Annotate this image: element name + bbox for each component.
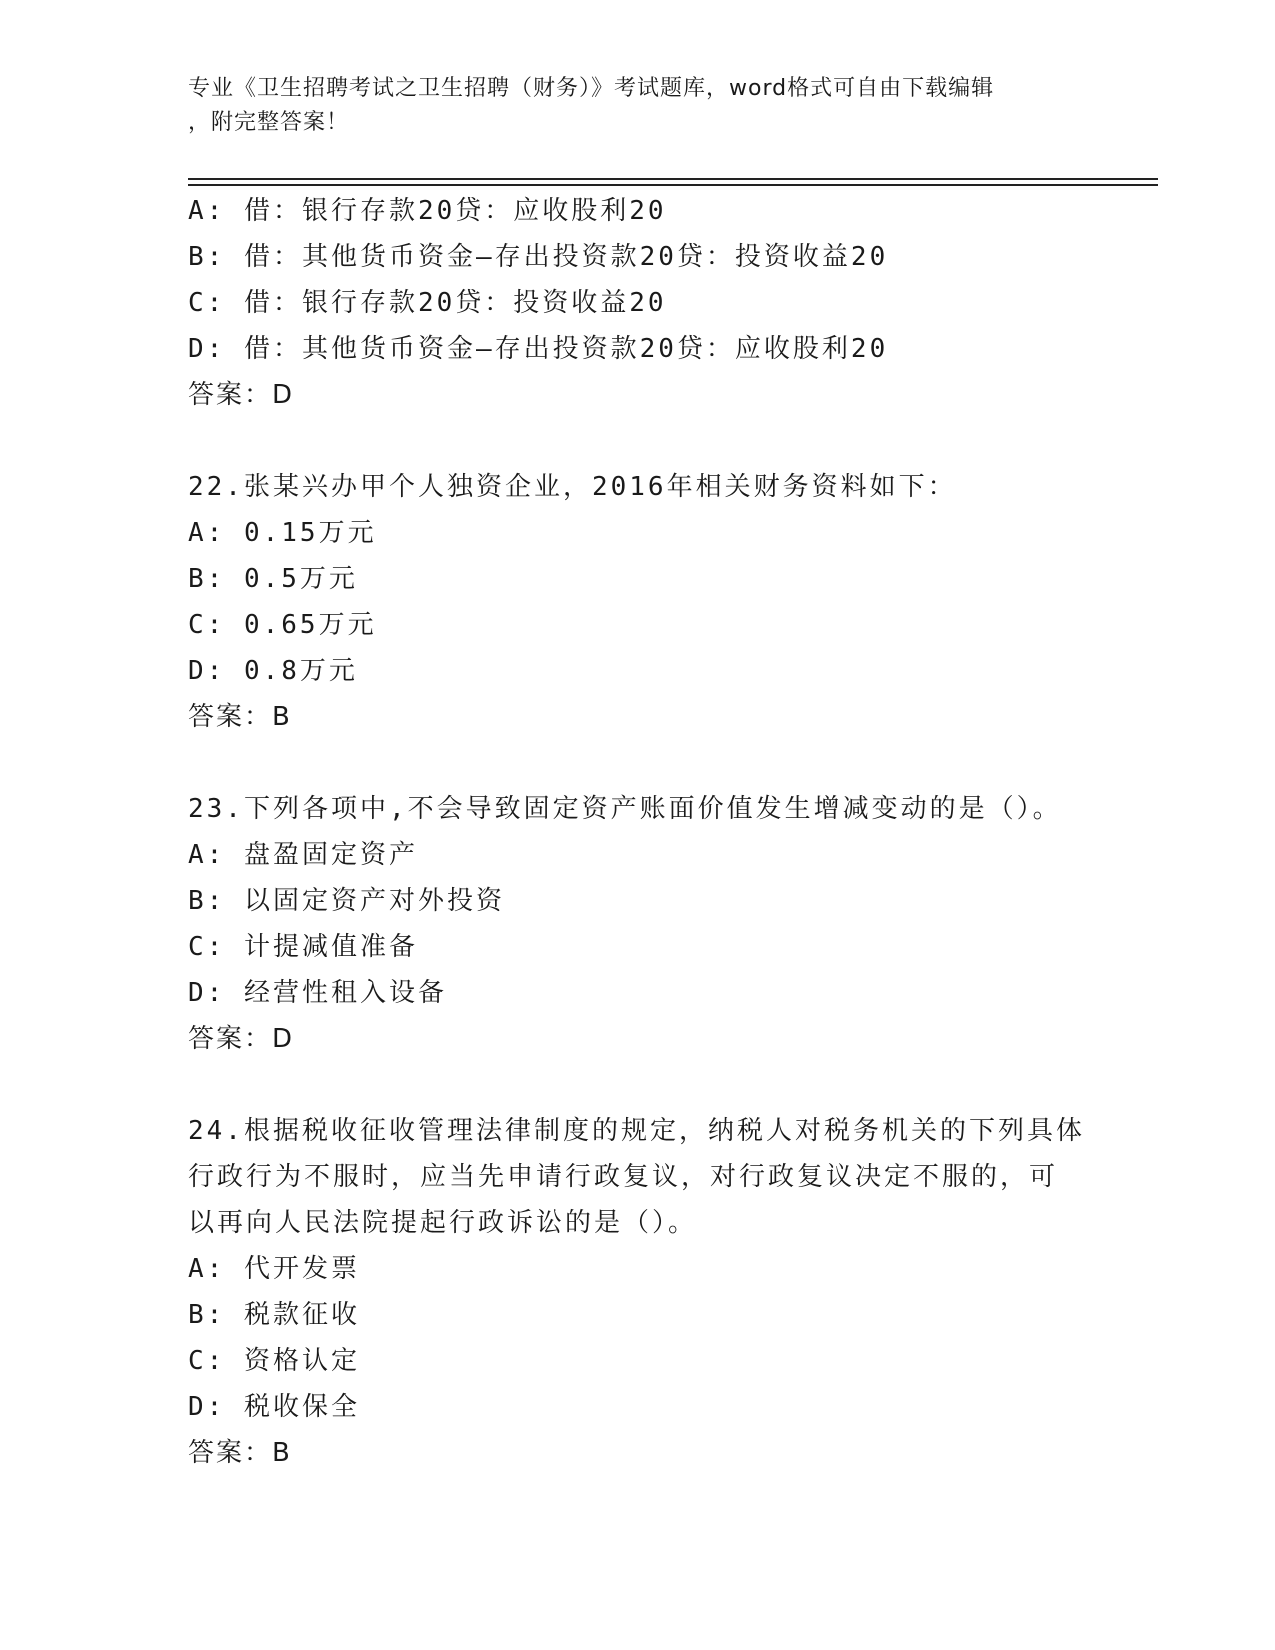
option-b: B: 税款征收 — [188, 1300, 360, 1330]
question-21 — [188, 188, 1088, 418]
answer: 答案：B — [188, 1438, 292, 1468]
question-stem: 22.张某兴办甲个人独资企业，2016年相关财务资料如下： — [188, 472, 957, 502]
header-line-1: 专业《卫生招聘考试之卫生招聘（财务）》考试题库，word格式可自由下载编辑 — [188, 76, 995, 101]
option-a: A: 盘盈固定资产 — [188, 840, 418, 870]
option-b: B: 借：其他货币资金—存出投资款20贷：投资收益20 — [188, 242, 889, 272]
question-stem: 23.下列各项中,不会导致固定资产账面价值发生增减变动的是（）。 — [188, 794, 1062, 824]
answer: 答案：B — [188, 702, 292, 732]
option-b: B: 0.5万元 — [188, 564, 358, 594]
question-22 — [188, 464, 1088, 740]
header-line-2: ，附完整答案！ — [188, 110, 350, 135]
option-d: D: 税收保全 — [188, 1392, 360, 1422]
option-d: D: 0.8万元 — [188, 656, 358, 686]
header-divider-top — [188, 178, 1158, 180]
question-24 — [188, 1108, 1088, 1476]
option-d: D: 经营性租入设备 — [188, 978, 447, 1008]
answer: 答案：D — [188, 380, 295, 410]
option-a: A: 借：银行存款20贷：应收股利20 — [188, 196, 667, 226]
option-c: C: 资格认定 — [188, 1346, 360, 1376]
option-c: C: 0.65万元 — [188, 610, 377, 640]
answer: 答案：D — [188, 1024, 295, 1054]
option-a: A: 0.15万元 — [188, 518, 377, 548]
option-a: A: 代开发票 — [188, 1254, 360, 1284]
option-c: C: 借：银行存款20贷：投资收益20 — [188, 288, 667, 318]
document-header — [188, 72, 1088, 140]
question-stem-line-3: 以再向人民法院提起行政诉讼的是（）。 — [188, 1208, 698, 1238]
header-divider-bottom — [188, 184, 1158, 186]
question-stem-line-2: 行政行为不服时，应当先申请行政复议，对行政复议决定不服的，可 — [188, 1162, 1059, 1192]
option-d: D: 借：其他货币资金—存出投资款20贷：应收股利20 — [188, 334, 889, 364]
question-list — [188, 188, 1088, 1522]
question-stem-line-1: 24.根据税收征收管理法律制度的规定，纳税人对税务机关的下列具体 — [188, 1116, 1085, 1146]
question-23 — [188, 786, 1088, 1062]
option-b: B: 以固定资产对外投资 — [188, 886, 505, 916]
option-c: C: 计提减值准备 — [188, 932, 418, 962]
